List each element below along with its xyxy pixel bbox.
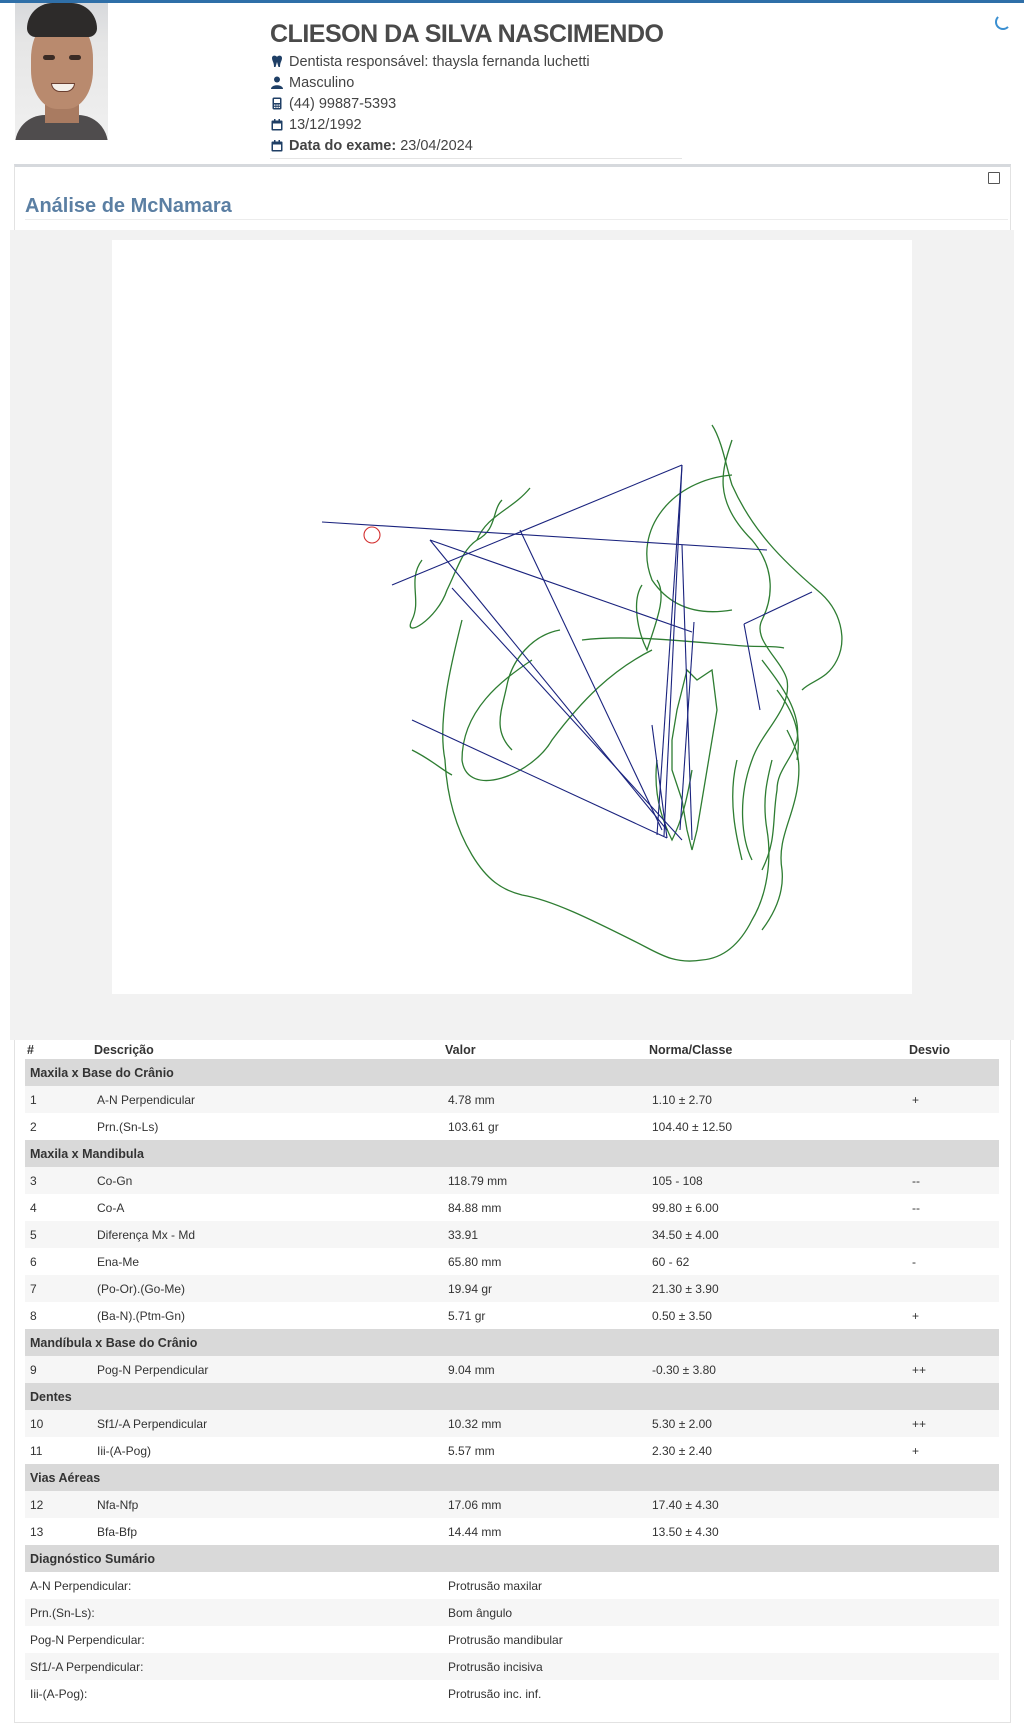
summary-label: Prn.(Sn-Ls): [25, 1599, 443, 1626]
e-line [744, 592, 812, 624]
table-header-row [25, 1041, 999, 1059]
cell-desc: (Ba-N).(Ptm-Gn) [92, 1302, 443, 1329]
table-row [25, 1167, 999, 1194]
cell-dev: + [907, 1302, 999, 1329]
group-title: Maxila x Mandibula [25, 1140, 999, 1167]
tracing-svg [112, 240, 912, 994]
cell-desc: (Po-Or).(Go-Me) [92, 1275, 443, 1302]
summary-value: Protrusão incisiva [443, 1653, 999, 1680]
phone-row [270, 93, 682, 114]
cell-dev [907, 1221, 999, 1248]
cell-desc: Sf1/-A Perpendicular [92, 1410, 443, 1437]
n-perpendicular [657, 465, 682, 835]
cell-norm: 21.30 ± 3.90 [647, 1275, 907, 1302]
info-divider [270, 158, 682, 159]
cell-norm: 5.30 ± 2.00 [647, 1410, 907, 1437]
cell-dev: -- [907, 1167, 999, 1194]
cell-dev: ++ [907, 1356, 999, 1383]
cell-num: 1 [25, 1086, 92, 1113]
cell-norm: 2.30 ± 2.40 [647, 1437, 907, 1464]
summary-row [25, 1572, 999, 1599]
header-desc: Descrição [94, 1043, 154, 1057]
mandible-outline [443, 620, 772, 961]
cell-dev: -- [907, 1194, 999, 1221]
results-table [25, 1041, 999, 1707]
co-gn-line [430, 540, 667, 830]
cell-num: 6 [25, 1248, 92, 1275]
cell-num: 5 [25, 1221, 92, 1248]
landmark-marker[interactable] [364, 527, 380, 543]
group-header-row [25, 1383, 999, 1410]
ba-n-line [520, 530, 662, 830]
mandibular-plane [412, 720, 667, 838]
cell-value: 5.57 mm [443, 1437, 647, 1464]
group-title: Maxila x Base do Crânio [25, 1059, 999, 1086]
gonion-region [412, 750, 452, 775]
exam-date-label: Data do exame: [289, 137, 397, 154]
cell-num: 8 [25, 1302, 92, 1329]
cell-dev [907, 1491, 999, 1518]
cell-dev: ++ [907, 1410, 999, 1437]
calendar-icon [270, 139, 283, 152]
table-row [25, 1113, 999, 1140]
cell-value: 17.06 mm [443, 1491, 647, 1518]
table-row [25, 1302, 999, 1329]
ptm-gn-line [452, 588, 682, 840]
cell-num: 3 [25, 1167, 92, 1194]
cell-value: 14.44 mm [443, 1518, 647, 1545]
cell-desc: Diferença Mx - Md [92, 1221, 443, 1248]
cell-num: 13 [25, 1518, 92, 1545]
cell-desc: Iii-(A-Pog) [92, 1437, 443, 1464]
patient-photo [15, 3, 108, 140]
exam-date-text: 23/04/2024 [400, 137, 473, 154]
cell-norm: -0.30 ± 3.80 [647, 1356, 907, 1383]
table-row [25, 1518, 999, 1545]
cell-dev [907, 1113, 999, 1140]
cephalometric-tracing-canvas[interactable] [112, 240, 912, 994]
results-body [25, 1059, 999, 1707]
birthdate-row [270, 114, 682, 135]
cell-num: 10 [25, 1410, 92, 1437]
ramus-outline [462, 650, 652, 780]
table-row [25, 1437, 999, 1464]
cell-num: 7 [25, 1275, 92, 1302]
lip-line [744, 624, 760, 710]
summary-label: A-N Perpendicular: [25, 1572, 443, 1599]
summary-row [25, 1653, 999, 1680]
gender-row [270, 72, 682, 93]
table-row [25, 1491, 999, 1518]
cell-desc: Ena-Me [92, 1248, 443, 1275]
table-row [25, 1086, 999, 1113]
loading-spinner-icon [995, 14, 1011, 30]
cell-num: 11 [25, 1437, 92, 1464]
calendar-icon [270, 118, 283, 131]
table-row [25, 1410, 999, 1437]
table-row [25, 1248, 999, 1275]
dentist-row [270, 51, 682, 72]
cell-value: 84.88 mm [443, 1194, 647, 1221]
top-accent-bar [0, 0, 1024, 3]
cell-desc: Co-Gn [92, 1167, 443, 1194]
cell-desc: Prn.(Sn-Ls) [92, 1113, 443, 1140]
cell-value: 4.78 mm [443, 1086, 647, 1113]
summary-label: Sf1/-A Perpendicular: [25, 1653, 443, 1680]
cell-dev: + [907, 1437, 999, 1464]
group-title: Vias Aéreas [25, 1464, 999, 1491]
exam-date-row [270, 135, 682, 156]
cell-desc: A-N Perpendicular [92, 1086, 443, 1113]
header-norm: Norma/Classe [649, 1043, 733, 1057]
cell-desc: Bfa-Bfp [92, 1518, 443, 1545]
cell-norm: 0.50 ± 3.50 [647, 1302, 907, 1329]
group-header-row [25, 1059, 999, 1086]
header-value: Valor [445, 1043, 476, 1057]
group-header-row [25, 1140, 999, 1167]
summary-row [25, 1599, 999, 1626]
cell-norm: 104.40 ± 12.50 [647, 1113, 907, 1140]
cell-norm: 99.80 ± 6.00 [647, 1194, 907, 1221]
header-num: # [27, 1043, 34, 1057]
cell-num: 2 [25, 1113, 92, 1140]
summary-value: Bom ângulo [443, 1599, 999, 1626]
table-row [25, 1275, 999, 1302]
palatal-plane [582, 638, 784, 648]
cell-norm: 13.50 ± 4.30 [647, 1518, 907, 1545]
upper-incisor [762, 660, 798, 870]
cell-value: 33.91 [443, 1221, 647, 1248]
cell-value: 5.71 gr [443, 1302, 647, 1329]
n-a-line [664, 465, 682, 836]
group-header-row [25, 1464, 999, 1491]
cell-value: 103.61 gr [443, 1113, 647, 1140]
tooth-icon [270, 55, 283, 68]
patient-name: CLIESON DA SILVA NASCIMENDO [270, 20, 664, 48]
cell-value: 9.04 mm [443, 1356, 647, 1383]
patient-info [270, 20, 682, 159]
cell-norm: 60 - 62 [647, 1248, 907, 1275]
cephalometric-tracing-area [10, 230, 1014, 1040]
frankfort-line [322, 522, 767, 550]
cell-value: 10.32 mm [443, 1410, 647, 1437]
cell-value: 19.94 gr [443, 1275, 647, 1302]
cell-value: 65.80 mm [443, 1248, 647, 1275]
analysis-title: Análise de McNamara [25, 195, 232, 217]
summary-title: Diagnóstico Sumário [25, 1545, 999, 1572]
note-icon[interactable] [988, 172, 1000, 184]
header-dev: Desvio [909, 1043, 950, 1057]
cell-norm: 1.10 ± 2.70 [647, 1086, 907, 1113]
soft-tissue-forehead-nose [712, 425, 842, 690]
cell-dev: + [907, 1086, 999, 1113]
lower-incisor [733, 760, 742, 860]
cell-num: 9 [25, 1356, 92, 1383]
cell-norm: 105 - 108 [647, 1167, 907, 1194]
dentist-text: Dentista responsável: thaysla fernanda luchetti [289, 53, 590, 70]
gender-text: Masculino [289, 74, 355, 91]
cell-dev [907, 1518, 999, 1545]
anatomical-contours [410, 425, 842, 961]
group-title: Dentes [25, 1383, 999, 1410]
birthdate-text: 13/12/1992 [289, 116, 362, 133]
cell-dev: - [907, 1248, 999, 1275]
cell-dev [907, 1275, 999, 1302]
table-row [25, 1221, 999, 1248]
occipital-outline [410, 500, 502, 628]
cell-norm: 34.50 ± 4.00 [647, 1221, 907, 1248]
cell-desc: Pog-N Perpendicular [92, 1356, 443, 1383]
table-row [25, 1194, 999, 1221]
cell-desc: Co-A [92, 1194, 443, 1221]
title-divider [25, 219, 1008, 220]
cell-num: 4 [25, 1194, 92, 1221]
cell-value: 118.79 mm [443, 1167, 647, 1194]
summary-row [25, 1626, 999, 1653]
summary-label: Iii-(A-Pog): [25, 1680, 443, 1707]
cephalometric-lines [322, 465, 812, 840]
cell-norm: 17.40 ± 4.30 [647, 1491, 907, 1518]
summary-label: Pog-N Perpendicular: [25, 1626, 443, 1653]
co-a-line [430, 540, 692, 632]
cell-num: 12 [25, 1491, 92, 1518]
summary-value: Protrusão maxilar [443, 1572, 999, 1599]
group-header-row [25, 1329, 999, 1356]
phone-icon [270, 97, 283, 110]
pterygoid-fissure [500, 630, 560, 750]
summary-header-row [25, 1545, 999, 1572]
summary-value: Protrusão inc. inf. [443, 1680, 999, 1707]
phone-text: (44) 99887-5393 [289, 95, 397, 112]
user-icon [270, 76, 283, 89]
group-title: Mandíbula x Base do Crânio [25, 1329, 999, 1356]
summary-value: Protrusão mandibular [443, 1626, 999, 1653]
cell-desc: Nfa-Nfp [92, 1491, 443, 1518]
table-row [25, 1356, 999, 1383]
summary-row [25, 1680, 999, 1707]
